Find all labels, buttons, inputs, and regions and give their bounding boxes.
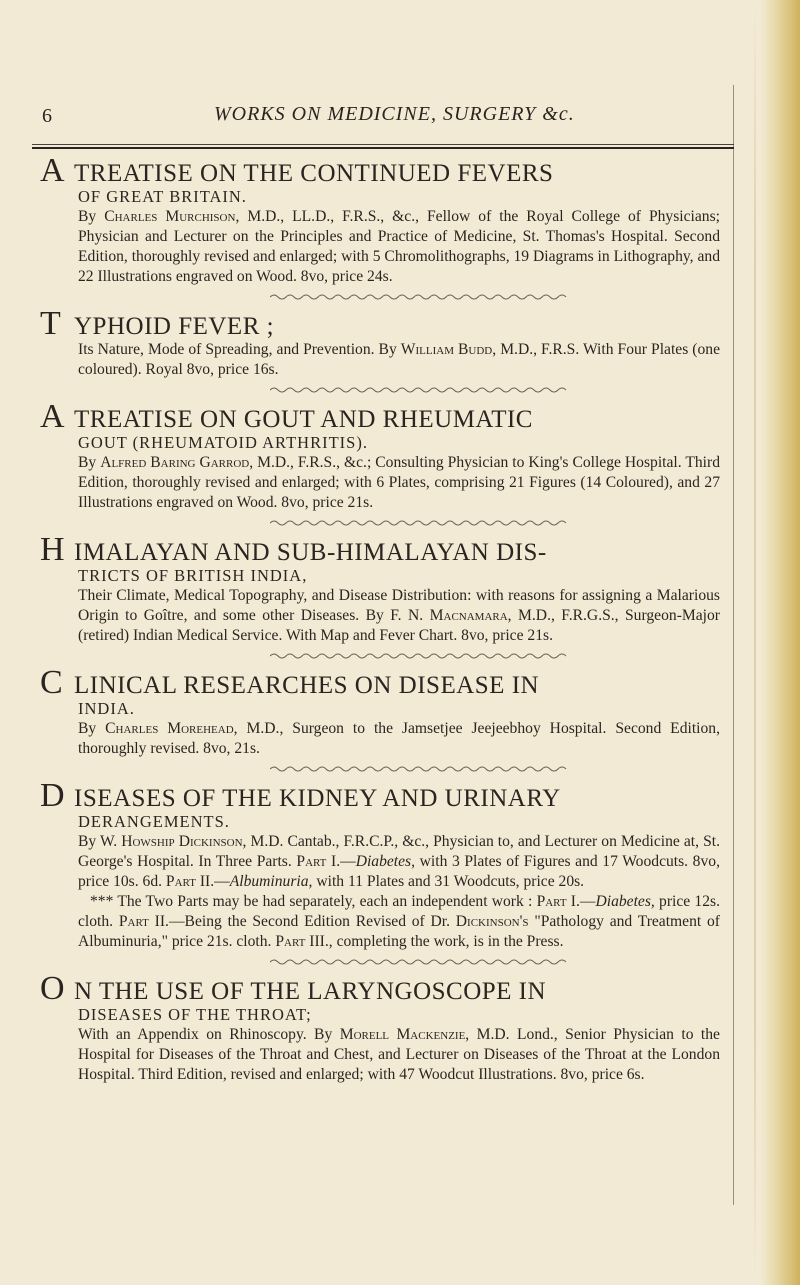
entry-note: *** The Two Parts may be had separately, each an independent work : Part I.—Diabetes, price 12s. cloth. Part II.—Being the Second Edition Revised of Dr. Dickinson's "Pathology and Treatment of Albuminuria," price 21s. cloth. Part III., completing the work, is in the Press.	[78, 893, 720, 950]
book-spine-edge	[760, 0, 800, 1285]
running-title: WORKS ON MEDICINE, SURGERY &c.	[214, 103, 575, 125]
header-rule-thin	[32, 144, 734, 145]
header-rule-thick	[32, 147, 734, 149]
entry-description: Their Climate, Medical Topography, and Disease Distribution: with reasons for assigning a Malarious Origin to Goître, and some other Diseases. By F. N. Macnamara, M.D., F.R.G.S., Surgeon-Major (retired) Indian Medical Service. With Map and Fever Chart. 8vo, price 21s.	[78, 587, 720, 644]
entry-description: By Charles Morehead, M.D., Surgeon to the Jamsetjee Jeejeebhoy Hospital. Second Edition, thoroughly revised. 8vo, 21s.	[78, 720, 720, 757]
entry-himalayan	[40, 531, 720, 660]
entry-typhoid-fever	[40, 305, 721, 394]
entry-title: O N THE USE OF THE LARYNGOSCOPE IN	[40, 970, 547, 1007]
entry-subtitle: INDIA.	[78, 699, 135, 718]
entry-subtitle: DERANGEMENTS.	[78, 812, 230, 831]
entry-title: H IMALAYAN AND SUB-HIMALAYAN DIS-	[40, 531, 547, 568]
wavy-divider	[270, 386, 570, 394]
entry-subtitle: DISEASES OF THE THROAT;	[78, 1005, 312, 1024]
right-margin-rule	[733, 85, 734, 1205]
wavy-divider	[270, 652, 570, 660]
page-number: 6	[42, 105, 52, 127]
entry-title: A TREATISE ON GOUT AND RHEUMATIC	[40, 398, 533, 435]
entry-title: A TREATISE ON THE CONTINUED FEVERS	[40, 152, 554, 189]
entry-clinical-researches	[40, 664, 720, 773]
running-header	[34, 97, 734, 143]
entry-kidney-diseases	[40, 777, 720, 966]
wavy-divider	[270, 765, 570, 773]
wavy-divider	[270, 519, 570, 527]
entry-description: By Charles Murchison, M.D., LL.D., F.R.S., &c., Fellow of the Royal College of Physicians; Physician and Lecturer on the Principles and Practice of Medicine, St. Thomas's Hospital. Second Edition, thoroughly revised and enlarged; with 5 Chromolithographs, 19 Diagrams in Lithography, and 22 Illustrations engraved on Wood. 8vo, price 24s.	[78, 208, 720, 285]
entry-continued-fevers	[40, 152, 720, 301]
entry-subtitle: GOUT (RHEUMATOID ARTHRITIS).	[78, 433, 368, 452]
entry-description: By Alfred Baring Garrod, M.D., F.R.S., &c.; Consulting Physician to King's College Hospital. Third Edition, thoroughly revised and enlarged; with 6 Plates, comprising 21 Figures (14 Coloured), and 27 Illustrations engraved on Wood. 8vo, price 21s.	[78, 454, 720, 511]
page-content	[40, 152, 721, 1085]
entry-description: By W. Howship Dickinson, M.D. Cantab., F.R.C.P., &c., Physician to, and Lecturer on Medicine at, St. George's Hospital. In Three Parts. Part I.—Diabetes, with 3 Plates of Figures and 17 Woodcuts. 8vo, price 10s. 6d. Part II.—Albuminuria, with 11 Plates and 31 Woodcuts, price 20s.	[78, 833, 720, 890]
entry-gout	[40, 398, 720, 527]
wavy-divider	[270, 293, 570, 301]
entry-laryngoscope	[40, 970, 720, 1085]
entry-description: Its Nature, Mode of Spreading, and Prevention. By William Budd, M.D., F.R.S. With Four Plates (one coloured). Royal 8vo, price 16s.	[78, 341, 721, 378]
entry-description: With an Appendix on Rhinoscopy. By Morell Mackenzie, M.D. Lond., Senior Physician to the Hospital for Diseases of the Throat and Chest, and Lecturer on Diseases of the Throat at the London Hospital. Third Edition, revised and enlarged; with 47 Woodcut Illustrations. 8vo, price 6s.	[78, 1026, 720, 1083]
entry-title: T YPHOID FEVER ;	[40, 305, 275, 342]
entry-title: C LINICAL RESEARCHES ON DISEASE IN	[40, 664, 540, 701]
wavy-divider	[270, 958, 570, 966]
entry-subtitle: OF GREAT BRITAIN.	[78, 187, 247, 206]
entry-title: D ISEASES OF THE KIDNEY AND URINARY	[40, 777, 561, 814]
page-edge-shadow	[754, 0, 756, 1285]
entry-subtitle: TRICTS OF BRITISH INDIA,	[78, 566, 308, 585]
